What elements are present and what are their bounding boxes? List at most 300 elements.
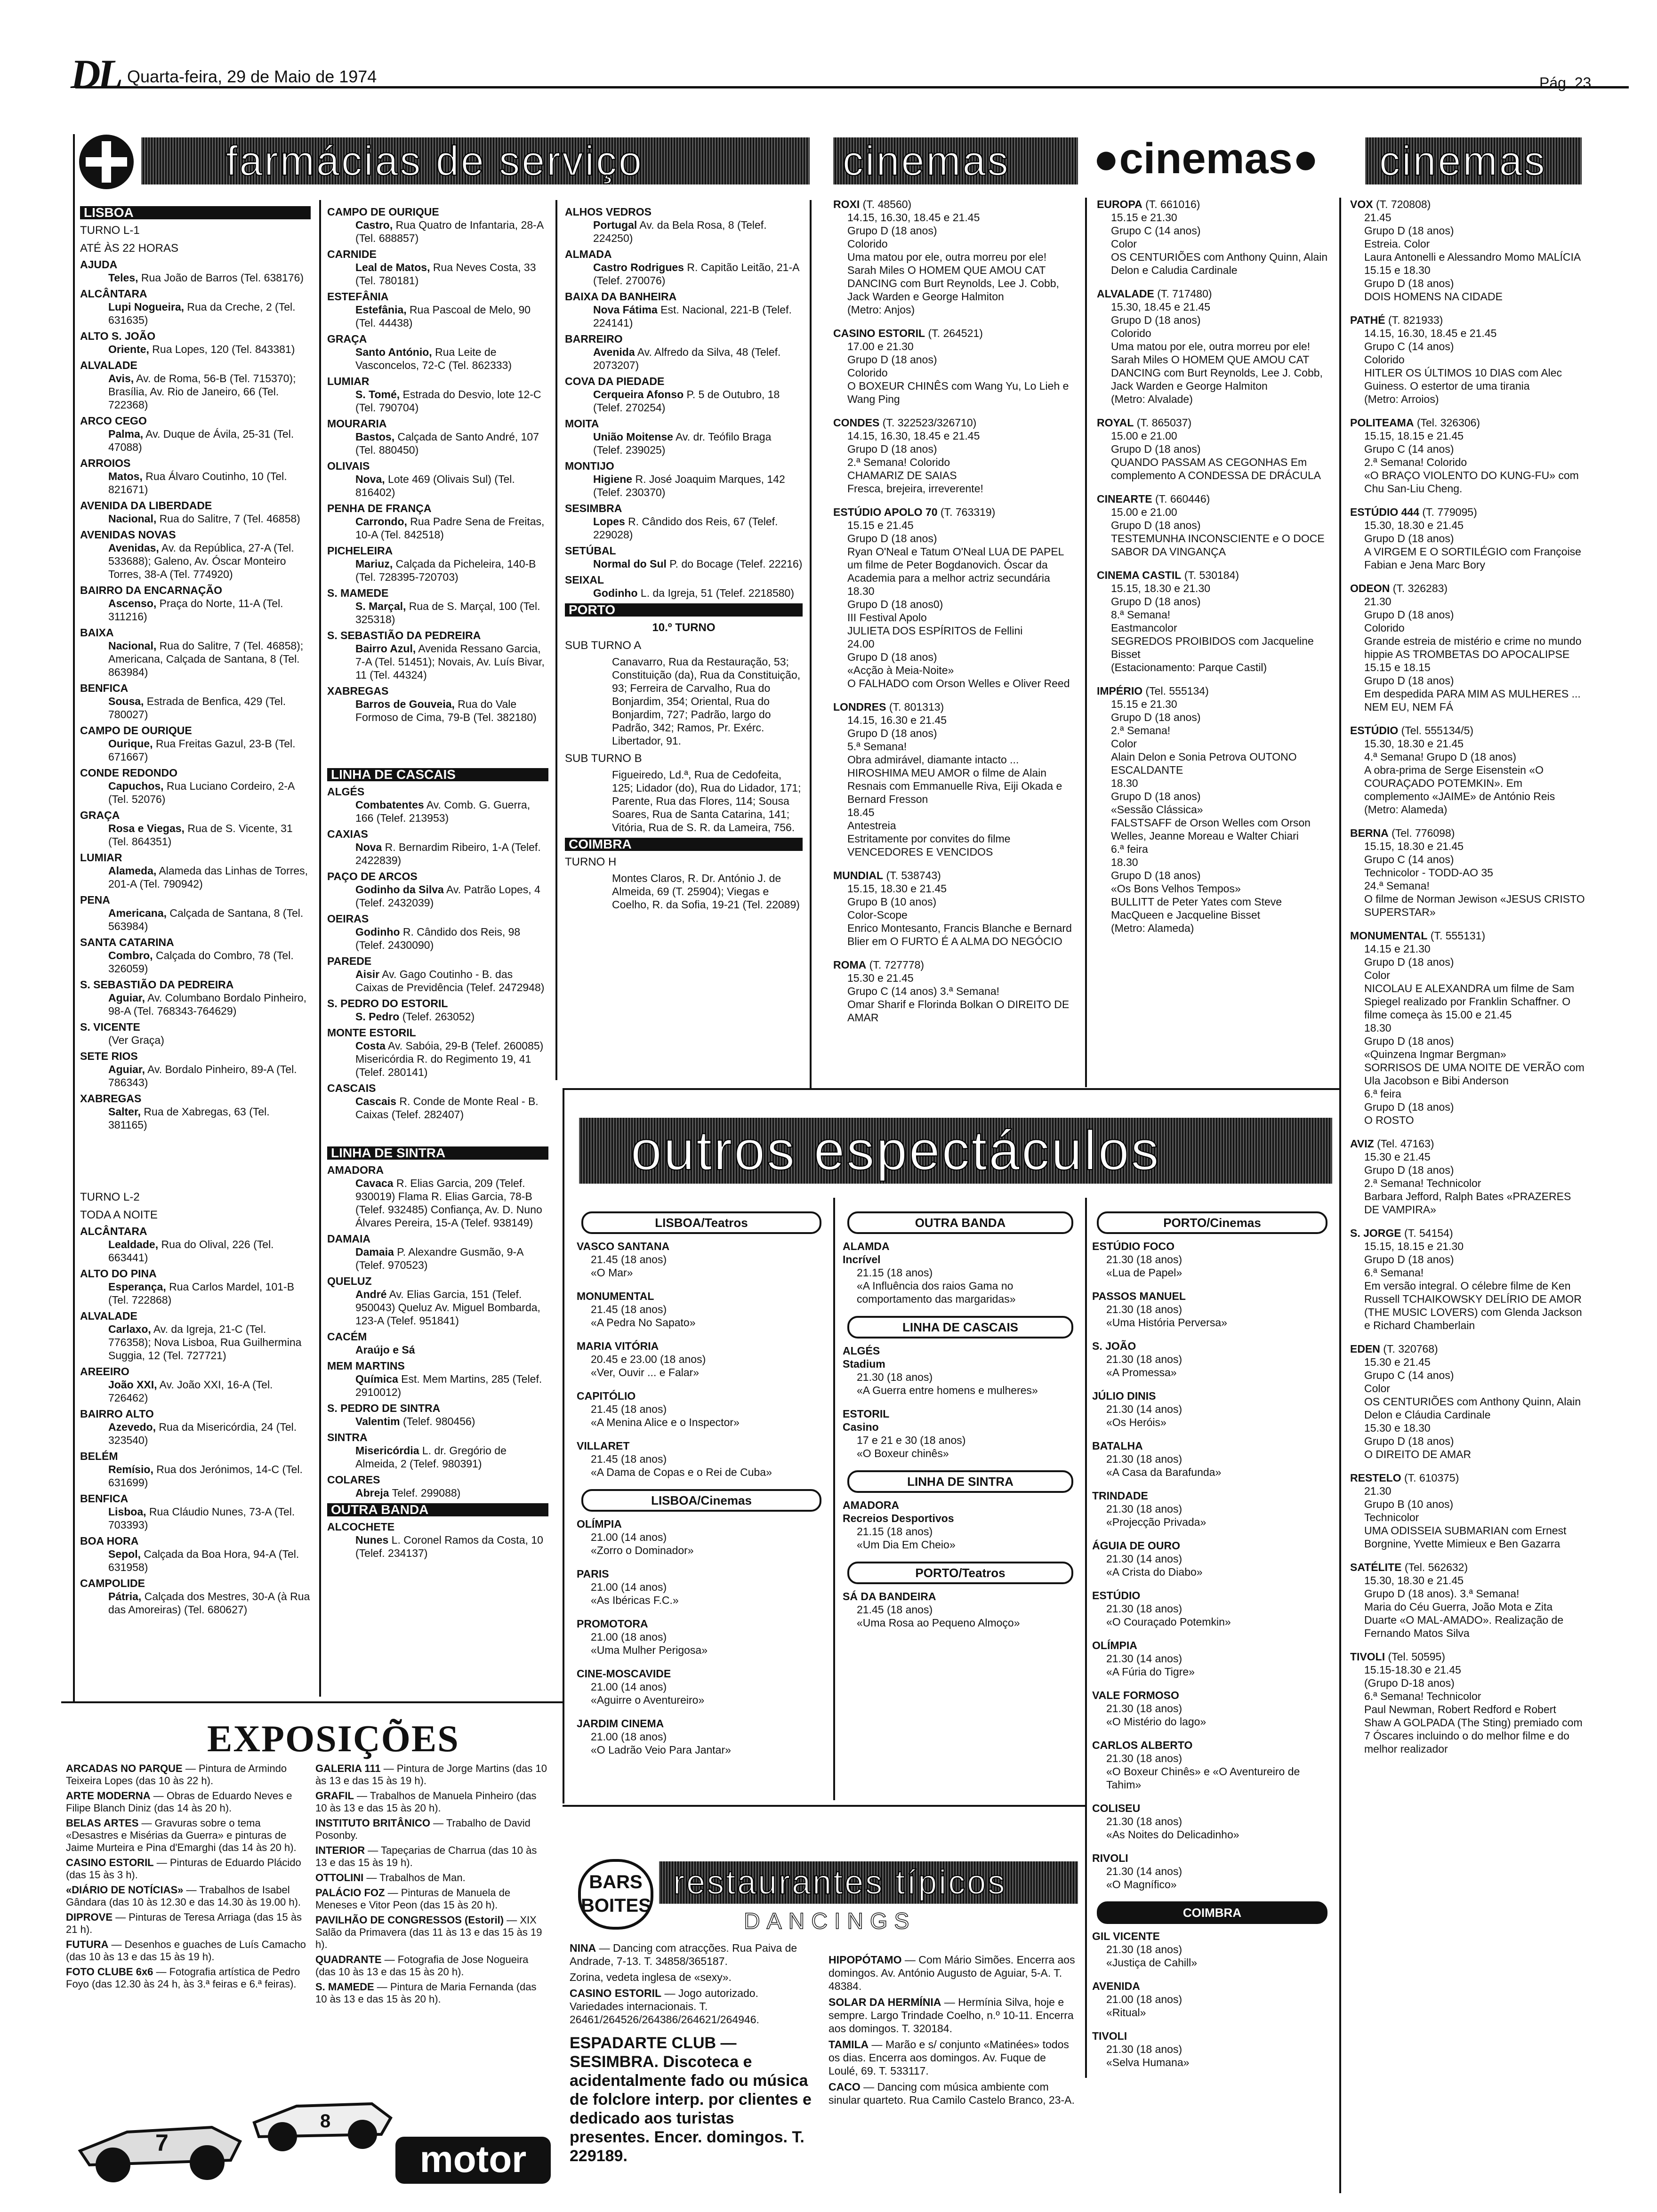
pharmacy-name: Carlaxo, — [108, 1323, 151, 1335]
pharmacy-details: Av. Alfredo da Silva, 48 (Telef. 2073207) — [593, 346, 781, 371]
listing-details: 15.15, 18.30 e 21.45 Grupo B (10 anos) Color-Scope Enrico Montesanto, Francis Blanche e Bernard Blier em O FURTO É A ALMA DO NEGÓCIO — [847, 882, 1072, 947]
pharmacy-name: Costa — [355, 1040, 386, 1052]
sub-turno-a: SUB TURNO A — [565, 639, 642, 652]
exhibition — [315, 1844, 551, 1869]
porto-turno: 10.º TURNO — [652, 621, 716, 634]
pharmacy-entry — [565, 248, 803, 287]
pharmacy-entry — [327, 954, 548, 994]
listing-details: 14.15, 16.30, 18.45 e 21.45 Grupo D (18 anos) Colorido Uma matou por ele, outra morreu por ele! Sarah Miles O HOMEM QUE AMOU CAT DANCING com Burt Reynolds, Lee J. Cobb, Jack Warden e George Halmiton (Metro: Anjos) — [847, 211, 1059, 316]
listing-entry — [843, 1344, 1078, 1397]
pharmacy-details: P. Alexandre Gusmão, 9-A (Telef. 970523) — [355, 1246, 523, 1271]
pharmacy-name: Carrondo, — [355, 515, 407, 528]
exhibition-text: — Fotografia de Jose Nogueira (das 10 às 13 e das 15 às 20 h). — [315, 1954, 529, 1978]
listing-details: 21.30 (18 anos) «A Guerra entre homens e mulheres» — [857, 1371, 1038, 1396]
pill-coimbra: COIMBRA — [1097, 1901, 1327, 1924]
venue-name: ROYAL — [1097, 417, 1134, 429]
venue-name: JÚLIO DINIS — [1092, 1390, 1156, 1402]
pharmacy-entry — [80, 1534, 311, 1574]
listing-details: 21.30 (14 anos) «A Crista do Diabo» — [1106, 1553, 1203, 1578]
listing-header — [577, 1290, 826, 1303]
listing-details: 15.15 e 21.30 Grupo C (14 anos) Color OS CENTURIÕES com Anthony Quinn, Alain Delon e Caludia Cardinale — [1111, 211, 1328, 276]
pharmacy-details: Av. Columbano Bordalo Pinheiro, 98-A (Tel. 768343-764629) — [108, 992, 307, 1017]
pharmacy-details: Av. da Bela Rosa, 8 (Telef. 224250) — [593, 219, 767, 244]
pharmacy-name: Cavaca — [355, 1177, 394, 1189]
pharmacy-entry — [565, 544, 803, 570]
pharmacy-entry — [565, 290, 803, 329]
cinemas-banner-right — [1365, 137, 1582, 184]
listing-header — [1092, 1240, 1332, 1253]
pharmacy-locality: CASCAIS — [327, 1082, 376, 1094]
pharmacy-name: Pátria, — [108, 1590, 142, 1603]
rest-column-right — [828, 1953, 1078, 2203]
listing-header — [1350, 1561, 1585, 1574]
pharmacy-address — [327, 642, 548, 681]
exhibition-name: S. MAMEDE — [315, 1981, 374, 1993]
venue-name: TIVOLI — [1350, 1651, 1385, 1663]
listing-entry — [843, 1590, 1078, 1629]
pharmacy-address — [327, 1372, 548, 1399]
pharmacy-address — [327, 600, 548, 626]
section-lisboa: LISBOA — [80, 206, 311, 219]
exhibition-name: ARTE MODERNA — [66, 1790, 151, 1802]
pharmacy-address — [80, 949, 311, 975]
listing-header — [1097, 492, 1335, 505]
pharmacy-name: Teles, — [108, 272, 138, 284]
listing-entry — [577, 1717, 826, 1756]
restaurantes-banner — [659, 1861, 1078, 1904]
pharmacy-address — [80, 271, 311, 284]
pharmacy-entry — [327, 1402, 548, 1428]
pharmacy-entry — [80, 851, 311, 890]
listing-details: 21.30 (18 anos) «O Boxeur Chinês» e «O Aventureiro de Tahim» — [1106, 1752, 1300, 1791]
pharmacy-name: Araújo e Sá — [355, 1344, 415, 1356]
venue — [570, 1987, 814, 2026]
pharmacy-locality: DAMAIA — [327, 1233, 370, 1245]
listing-header — [1092, 1739, 1332, 1752]
venue-name: POLITEAMA — [1350, 417, 1414, 429]
pharmacy-address — [327, 303, 548, 329]
listing-details: 21.30 Grupo B (10 anos) Technicolor UMA ODISSEIA SUBMARIAN com Ernest Borgnine, Yvette Mimieux e Ben Gazarra — [1364, 1485, 1567, 1550]
pharmacy-address — [80, 427, 311, 454]
listing-entry — [1350, 1650, 1585, 1755]
listing-header — [577, 1240, 826, 1253]
listing-entry — [1097, 684, 1335, 935]
pharmacy-locality: PENHA DE FRANÇA — [327, 502, 432, 514]
pharmacy-locality: XABREGAS — [327, 685, 389, 697]
venue-name: ESTÚDIO 444 — [1350, 506, 1419, 518]
pharmacy-name: Lisboa, — [108, 1506, 146, 1518]
pharmacy-details: Av. Patrão Lopes, 4 (Telef. 2432039) — [355, 883, 540, 909]
pharmacy-address — [327, 1010, 548, 1023]
pharmacy-name: João XXI, — [108, 1378, 157, 1391]
exhibition — [66, 1857, 308, 1881]
pharmacy-details: L. Coronel Ramos da Costa, 10 (Telef. 234137) — [355, 1534, 543, 1559]
listing-details: 14.15, 16.30, 18.45 e 21.45 Grupo D (18 anos) 2.ª Semana! Colorido CHAMARIZ DE SAIAS Fresca, brejeira, irreverente! — [847, 430, 983, 495]
pharmacy-locality: BARREIRO — [565, 333, 623, 345]
pharmacy-name: Nunes — [355, 1534, 389, 1546]
listing-details: 21.45 (18 anos) «A Menina Alice e o Inspector» — [591, 1403, 740, 1428]
listing-header — [1092, 1930, 1332, 1943]
pharmacy-details: Avenida Ressano Garcia, 7-A (Tel. 51451); Novais, Av. Luís Bivar, 11 (Tel. 44324) — [355, 642, 545, 681]
listing-details: 15.15-18.30 e 21.45 (Grupo D-18 anos) 6.ª Semana! Technicolor Paul Newman, Robert Redford e Robert Shaw A GOLPADA (The Sting) premiado com 7 Óscares incluindo o do melhor filme e do melhor realizador — [1364, 1664, 1583, 1755]
listing-header — [1350, 1650, 1585, 1663]
pharmacy-details: Rua do Salitre, 7 (Tel. 46858); Americana, Calçada de Santana, 8 (Tel. 863984) — [108, 640, 304, 678]
pharmacy-details: P. 5 de Outubro, 18 (Telef. 270254) — [593, 388, 780, 414]
exhibition — [66, 1966, 308, 1990]
pharmacy-name: Ascenso, — [108, 597, 157, 609]
listing-header — [1092, 1589, 1332, 1602]
listing-details: 21.00 (14 anos) «Zorro o Dominador» — [591, 1531, 694, 1556]
section-linha-cascais: LINHA DE CASCAIS — [327, 768, 548, 781]
venue-name: MARIA VITÓRIA — [577, 1340, 659, 1352]
listing-entry — [1097, 569, 1335, 674]
exhibition — [66, 1911, 308, 1936]
pharmacy-entry — [327, 827, 548, 867]
pharmacy-name: Damaia — [355, 1246, 394, 1258]
pharmacy-details: Rua Leite de Vasconcelos, 72-C (Tel. 862333) — [355, 346, 512, 371]
pharmacy-locality: SESIMBRA — [565, 502, 622, 514]
venue — [828, 2038, 1078, 2077]
listing-header — [1092, 1339, 1332, 1353]
venue — [828, 2080, 1078, 2107]
pharmacy-details: Rua Neves Costa, 33 (Tel. 780181) — [355, 261, 536, 287]
exhibition-name: OTTOLINI — [315, 1872, 364, 1883]
cinema-col-divider-2 — [1339, 198, 1341, 2193]
exhibition-name: FOTO CLUBE 6x6 — [66, 1966, 153, 1978]
venue-phone: (T. 555131) — [1430, 930, 1486, 942]
listing-details: 21.30 (18 anos) «A Casa da Barafunda» — [1106, 1453, 1222, 1478]
venue-phone: (Tel. 776098) — [1392, 827, 1455, 839]
pharmacy-locality: ALMADA — [565, 248, 612, 260]
listing-details: 15.15, 18.30 e 21.30 Grupo D (18 anos) 8.ª Semana! Eastmancolor SEGREDOS PROIBIDOS com Jacqueline Bisset (Estacionamento: Parque Castil) — [1111, 582, 1314, 673]
pharmacy-address — [327, 697, 548, 724]
pharmacy-entry — [80, 1407, 311, 1447]
pharmacy-entry — [327, 1082, 548, 1121]
listing-header — [843, 1344, 1078, 1370]
listing-entry — [1350, 505, 1585, 571]
pharmacy-details: Rua Freitas Gazul, 23-B (Tel. 671667) — [108, 737, 296, 763]
pharmacy-details: Calçada de Santana, 8 (Tel. 563984) — [108, 907, 304, 932]
pharmacy-name: Lupi Nogueira, — [108, 301, 184, 313]
pharmacy-locality: ALCOCHETE — [327, 1521, 395, 1533]
pharmacy-entry — [565, 573, 803, 600]
pharmacy-details: Rua do Olival, 226 (Tel. 663441) — [108, 1238, 274, 1264]
venue-name: GIL VICENTE — [1092, 1930, 1160, 1942]
venue-name: SATÉLITE — [1350, 1561, 1402, 1573]
pharmacy-locality: QUELUZ — [327, 1275, 372, 1287]
venue-name: SOLAR DA HERMÍNIA — [828, 1996, 941, 2008]
pharmacy-locality: BAIRRO ALTO — [80, 1408, 154, 1420]
listing-header — [577, 1717, 826, 1730]
cinema-column-1 — [833, 198, 1078, 1092]
venue-phone: (T. 538743) — [886, 869, 941, 882]
listing-details: 15.30, 18.30 e 21.45 Grupo D (18 anos). 3.ª Semana! Maria do Céu Guerra, João Mota e Zita Duarte «O MAL-AMADO». Realização de Fernando Matos Silva — [1364, 1574, 1564, 1639]
venue — [570, 1941, 814, 1968]
exhibition-name: GRAFIL — [315, 1790, 354, 1802]
listing-details: 15.15, 18.30 e 21.45 Grupo C (14 anos) Technicolor - TODD-AO 35 24.ª Semana! O filme de Norman Jewison «JESUS CRISTO SUPERSTAR» — [1364, 840, 1585, 918]
pharmacy-address — [565, 557, 803, 570]
listing-details: 15.30, 18.45 e 21.45 Grupo D (18 anos) Colorido Uma matou por ele, outra morreu por ele! Sarah Miles O HOMEM QUE AMOU CAT DANCING com Burt Reynolds, Lee J. Cobb, Jack Warden e George Halmiton (Metro: Alvalade) — [1111, 301, 1323, 405]
listing-header — [577, 1567, 826, 1580]
race-cars-illustration — [71, 2080, 395, 2193]
rest-column-left — [570, 1941, 814, 2205]
listing-header — [1350, 313, 1585, 327]
listing-details: 21.30 (18 anos) «A Promessa» — [1106, 1353, 1182, 1378]
exhibition — [315, 1763, 551, 1787]
turno-l2-hours: TODA A NOITE — [80, 1209, 158, 1221]
venue-phone: (Tel. 555134/5) — [1401, 724, 1474, 737]
listing-details: 15.15 e 21.45 Grupo D (18 anos) Ryan O'Neal e Tatum O'Neal LUA DE PAPEL um filme de Peter Bogdanovich. Óscar da Academia para a melhor actriz secundária 18.30 Grupo D (18 anos0) III Festival Apolo JULIETA DOS ESPÍRITOS de Fellini 24.00 Grupo D (18 anos) «Acção à Meia-Noite» O FALHADO com Orson Welles e Oliver Reed — [847, 519, 1070, 689]
pharmacy-name: Normal do Sul — [593, 558, 667, 570]
listing-entry — [833, 700, 1078, 858]
pharmacy-locality: GRAÇA — [80, 809, 120, 821]
listing-details: 21.00 (18 anos) «Uma Mulher Perigosa» — [591, 1631, 708, 1656]
listing-details: 15.00 e 21.00 Grupo D (18 anos) QUANDO PASSAM AS CEGONHAS Em complemento A CONDESSA DE DRÁCULA — [1111, 430, 1321, 481]
pharmacy-details: Rua Luciano Cordeiro, 2-A (Tel. 52076) — [108, 780, 295, 805]
venue-name: AVENIDA — [1092, 1980, 1140, 1992]
pharmacy-locality: S. SEBASTIÃO DA PEDREIRA — [80, 978, 234, 991]
venue-name: CACO — [828, 2081, 861, 2093]
pharmacy-address — [327, 1444, 548, 1470]
listing-header — [833, 700, 1078, 713]
venue-name: HIPOPÓTAMO — [828, 1954, 902, 1966]
pharmacy-locality: CAXIAS — [327, 828, 368, 840]
venue-phone: (T. 54154) — [1404, 1227, 1453, 1239]
exhibition-text: — Pintura de Armindo Teixeira Lopes (das 10 às 22 h). — [66, 1763, 287, 1787]
venue-name: MONUMENTAL — [1350, 930, 1428, 942]
exhibition-name: BELAS ARTES — [66, 1817, 139, 1829]
listing-entry — [1350, 1137, 1585, 1216]
pharmacy-address — [327, 430, 548, 457]
pharmacy-locality: SETÚBAL — [565, 545, 616, 557]
pharmacy-address — [80, 1105, 311, 1131]
pharmacy-entry — [327, 290, 548, 329]
pharmacy-address — [327, 1039, 548, 1079]
pharm-list-b3 — [327, 1163, 548, 1499]
pharmacy-locality: ALGÉS — [327, 785, 365, 798]
pill-linha-cascais: LINHA DE CASCAIS — [847, 1316, 1073, 1338]
listing-entry — [833, 505, 1078, 690]
exhibition-name: ARCADAS NO PARQUE — [66, 1763, 183, 1774]
pharmacy-address — [80, 1238, 311, 1264]
pharmacy-details: R. Elias Garcia, 209 (Telef. 930019) Flama R. Elias Garcia, 78-B (Telef. 932485) Confiança, Av. D. Nuno Álvares Pereira, 15-A (Telef. 938149) — [355, 1177, 542, 1229]
listing-header — [833, 327, 1078, 340]
pharmacy-name: Remísio, — [108, 1463, 153, 1475]
venue-name: TIVOLI — [1092, 2030, 1127, 2042]
svg-text:8: 8 — [320, 2111, 331, 2132]
listing-entry — [1092, 1339, 1332, 1379]
pharmacy-address — [327, 345, 548, 372]
pharmacy-name: Leal de Matos, — [355, 261, 430, 273]
dancings-subtitle: DANCINGS — [744, 1909, 916, 1934]
newspaper-logo: DL — [71, 52, 121, 97]
listing-entry — [577, 1389, 826, 1429]
pharmacy-entry — [327, 248, 548, 287]
pharmacy-details: L. dr. Gregório de Almeida, 2 (Telef. 980391) — [355, 1444, 507, 1470]
turno-l1: TURNO L-1 — [80, 224, 140, 237]
venue-phone: (T. 727778) — [869, 959, 925, 971]
pharmacy-entry — [80, 893, 311, 933]
exhibition — [315, 1954, 551, 1978]
exhibition-text: — Trabalho de David Posonby. — [315, 1817, 531, 1841]
listing-entry — [577, 1240, 826, 1279]
listing-header — [1350, 929, 1585, 942]
listing-header — [1097, 287, 1335, 300]
pharmacy-name: Bastos, — [355, 431, 395, 443]
listing-details: 21.30 (18 anos) «Projecção Privada» — [1106, 1503, 1207, 1528]
venue-name: ALAMDA Incrível — [843, 1240, 890, 1266]
venue-name: ESTÚDIO — [1092, 1589, 1141, 1602]
venue — [828, 1953, 1078, 1993]
coimbra-text: Montes Claros, R. Dr. António J. de Almeida, 69 (T. 25904); Viegas e Coelho, R. da Sofia, 19-21 (Tel. 22089) — [612, 872, 800, 911]
venue-phone: (T. 779095) — [1422, 506, 1477, 518]
pharmacy-address — [327, 1177, 548, 1229]
race-car-2 — [254, 2104, 391, 2150]
listing-entry — [1092, 1290, 1332, 1329]
venue-phone: (Tel. 47163) — [1377, 1138, 1434, 1150]
pharmacy-details: Alameda das Linhas de Torres, 201-A (Tel. 790942) — [108, 865, 308, 890]
exhibition-text: — Pintura de Jorge Martins (das 10 às 13 e das 15 às 19 h). — [315, 1763, 547, 1787]
listing-header — [1097, 416, 1335, 429]
pharmacy-entry — [80, 1225, 311, 1264]
pharmacy-locality: S. SEBASTIÃO DA PEDREIRA — [327, 629, 481, 641]
pharmacy-address — [565, 515, 803, 541]
pharmacy-details: R. José Joaquim Marques, 142 (Telef. 230370) — [593, 473, 785, 498]
pharmacy-locality: S. VICENTE — [80, 1021, 140, 1033]
listing-details: 21.30 (18 anos) «Uma História Perversa» — [1106, 1303, 1227, 1329]
issue-date: Quarta-feira, 29 de Maio de 1974 — [127, 67, 377, 86]
pharmacy-address — [80, 1034, 311, 1047]
listing-entry — [1092, 1930, 1332, 1969]
venue-name: CAPITÓLIO — [577, 1390, 636, 1402]
pharmacy-entry — [80, 1365, 311, 1404]
venue-name: AMADORA Recreios Desportivos — [843, 1499, 954, 1524]
listing-entry — [577, 1290, 826, 1329]
pharmacy-name: Rosa e Viegas, — [108, 822, 185, 834]
pharmacy-locality: BENFICA — [80, 1492, 129, 1505]
expo-column-left — [66, 1763, 308, 2092]
pharmacy-locality: PAREDE — [327, 955, 372, 967]
outros-divider-2 — [1085, 1198, 1087, 2078]
pharmacy-locality: COVA DA PIEDADE — [565, 375, 665, 387]
pharmacy-entry — [80, 1267, 311, 1306]
listing-details: 21.30 (14 anos) «A Fúria do Tigre» — [1106, 1652, 1195, 1678]
pharmacy-name: Bairro Azul, — [355, 642, 416, 655]
listing-header — [833, 505, 1078, 519]
pharm-list-c — [565, 205, 803, 600]
listing-entry — [1092, 1739, 1332, 1791]
venue-name: AVIZ — [1350, 1138, 1374, 1150]
venue-text: — Jogo autorizado. Variedades internacionais. T. 26461/264526/264386/264621/264946. — [570, 1987, 759, 2026]
venue-name: OLÍMPIA — [1092, 1639, 1137, 1651]
pharmacy-entry — [327, 1163, 548, 1229]
section-porto: PORTO — [565, 603, 803, 617]
pharmacy-details: P. do Bocage (Telef. 22216) — [666, 558, 803, 570]
listing-entry — [1092, 1851, 1332, 1891]
pharmacy-address — [80, 1463, 311, 1489]
listing-header — [1092, 1639, 1332, 1652]
pharmacy-locality: LUMIAR — [327, 375, 370, 387]
pharmacy-address — [80, 1322, 311, 1362]
listing-details: 21.45 (18 anos) «Uma Rosa ao Pequeno Almoço» — [857, 1603, 1020, 1629]
venue-name: RIVOLI — [1092, 1852, 1128, 1864]
pharmacy-entry — [327, 1026, 548, 1079]
listing-header — [1350, 416, 1585, 429]
pharmacy-details: Estrada de Benfica, 429 (Tel. 780027) — [108, 695, 286, 721]
svg-text:7: 7 — [155, 2130, 169, 2156]
pharmacy-name: Nacional, — [108, 513, 157, 525]
pharmacy-name: Oriente, — [108, 343, 149, 355]
pharmacy-address — [80, 779, 311, 806]
pharmacy-address — [80, 695, 311, 721]
pharmacy-name: Castro, — [355, 219, 393, 231]
pharmacy-entry — [565, 459, 803, 499]
listing-details: 21.00 (18 anos) «O Ladrão Veio Para Jantar» — [591, 1731, 731, 1756]
pharmacy-name: Lopes — [593, 515, 625, 528]
exhibition — [315, 1981, 551, 2005]
listing-header — [1350, 505, 1585, 519]
pharmacy-name: Matos, — [108, 470, 143, 482]
pharmacy-details: Av. Gago Coutinho - B. das Caixas de Previdência (Telef. 2472948) — [355, 968, 545, 994]
venue-name: VALE FORMOSO — [1092, 1689, 1179, 1701]
listing-details: 21.30 (18 anos) «O Mistério do lago» — [1106, 1702, 1207, 1728]
listing-entry — [1350, 1471, 1585, 1550]
venue-name: ODEON — [1350, 582, 1390, 594]
pharmacy-name: Godinho — [593, 587, 638, 599]
venue-name: VILLARET — [577, 1440, 630, 1452]
venue-name: NINA — [570, 1942, 596, 1954]
exhibition — [315, 1872, 551, 1884]
pharmacy-locality: ALVALADE — [80, 1310, 137, 1322]
venue-phone: (Tel. 562632) — [1404, 1561, 1468, 1573]
listing-header — [1092, 1539, 1332, 1552]
listing-entry — [833, 869, 1078, 948]
exhibition-text: — XIX Salão da Primavera (das 11 às 13 e das 15 às 19 h). — [315, 1914, 542, 1950]
pharmacy-entry — [327, 586, 548, 626]
pharmacy-entry — [80, 978, 311, 1018]
listing-entry — [1092, 1389, 1332, 1429]
listing-details: 21.30 (18 anos) «Lua de Papel» — [1106, 1253, 1182, 1279]
pharmacy-name: Nova — [355, 841, 382, 853]
venue-name: ESTORIL Casino — [843, 1408, 890, 1433]
venue-name: CINE-MOSCAVIDE — [577, 1667, 671, 1680]
pharmacy-details: Rua dos Jerónimos, 14-C (Tel. 631699) — [108, 1463, 303, 1489]
pharmacy-name: André — [355, 1288, 387, 1300]
pharmacy-address — [80, 906, 311, 933]
pharmacy-locality: CARNIDE — [327, 248, 377, 260]
pharmacy-address — [565, 261, 803, 287]
listing-header — [1350, 582, 1585, 595]
venue-text: — Com Mário Simões. Encerra aos domingos. Av. António Augusto de Aguiar, 5-A. T. 48384. — [828, 1954, 1075, 1992]
pharmacy-name: S. Tomé, — [355, 388, 400, 401]
listing-details: 15.30, 18.30 e 21.45 Grupo D (18 anos) A VIRGEM E O SORTILÉGIO com Françoise Fabian e Jena Marc Bory — [1364, 519, 1581, 571]
listing-details: 21.45 Grupo D (18 anos) Estreia. Color Laura Antonelli e Alessandro Momo MALÍCIA 15.15 e 18.30 Grupo D (18 anos) DOIS HOMENS NA CIDADE — [1364, 211, 1581, 303]
pharmacy-locality: ALHOS VEDROS — [565, 206, 652, 218]
listing-entry — [577, 1667, 826, 1707]
exhibition-text: — Obras de Eduardo Neves e Filipe Blanch Diniz (das 14 às 20 h). — [66, 1790, 292, 1814]
venue-name: COLISEU — [1092, 1802, 1141, 1814]
listing-header — [577, 1439, 826, 1452]
listing-header — [1097, 198, 1335, 211]
listing-entry — [1350, 929, 1585, 1127]
pharmacy-details: Av. dr. Teófilo Braga (Telef. 239025) — [593, 431, 772, 456]
pill-porto-teatros: PORTO/Teatros — [847, 1562, 1073, 1584]
listing-header — [577, 1667, 826, 1680]
pharmacy-entry — [565, 332, 803, 372]
pharmacy-locality: SETE RIOS — [80, 1050, 138, 1062]
listing-entry — [1092, 1639, 1332, 1678]
listing-entry — [577, 1439, 826, 1479]
